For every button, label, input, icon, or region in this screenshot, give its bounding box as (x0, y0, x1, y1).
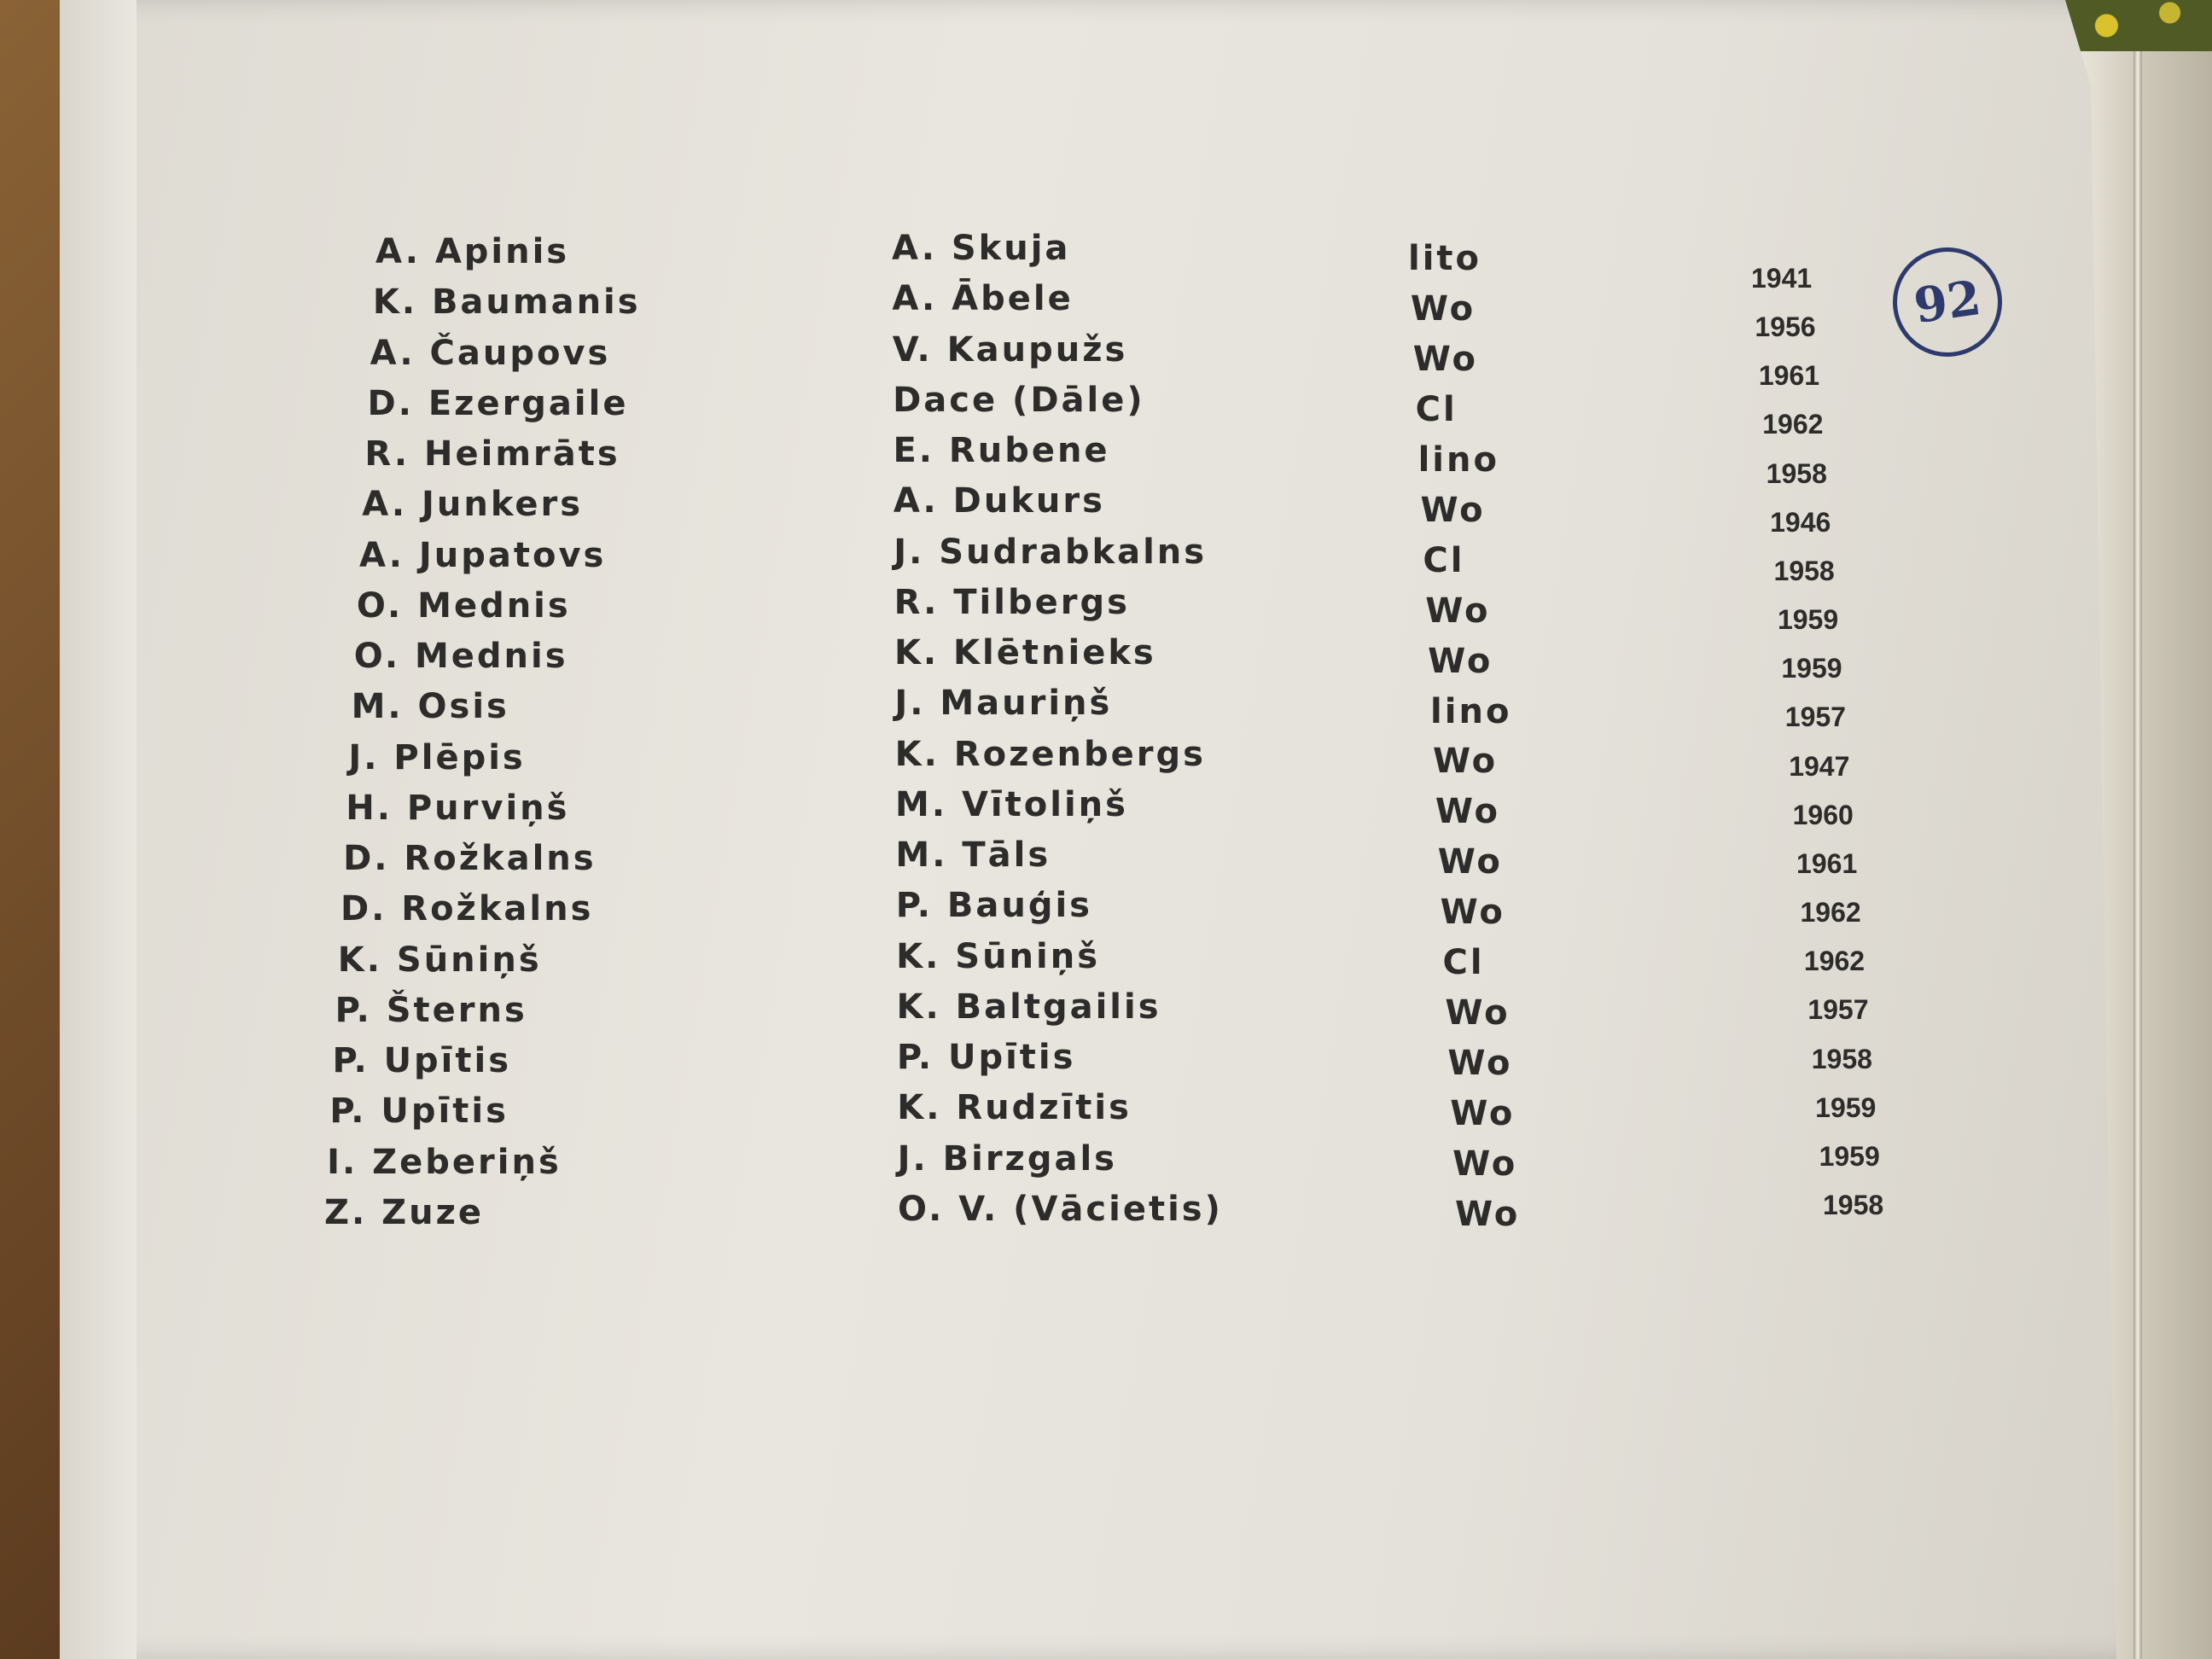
technique: Wo (1435, 792, 1501, 832)
year: 1960 (1792, 799, 1854, 830)
year: 1961 (1796, 847, 1858, 879)
year: 1958 (1823, 1190, 1884, 1220)
technique: lito (1408, 239, 1482, 278)
technique: Wo (1432, 742, 1499, 782)
technique: Wo (1440, 893, 1505, 933)
artist-name: A. Junkers (362, 485, 584, 525)
technique: Wo (1412, 339, 1478, 379)
portrait-title: J. Mauriņš (894, 684, 1113, 724)
technique: Wo (1455, 1195, 1521, 1234)
year: 1961 (1758, 360, 1820, 392)
technique: lino (1430, 691, 1512, 731)
year: 1959 (1781, 653, 1842, 684)
portrait-title: A. Ābele (892, 279, 1074, 319)
portrait-title: P. Upītis (896, 1038, 1076, 1078)
year: 1962 (1800, 897, 1861, 928)
cover-edge (2133, 0, 2142, 1659)
artist-name: O. Mednis (353, 637, 568, 677)
portrait-title: E. Rubene (893, 431, 1110, 471)
artist-name: R. Heimrāts (364, 434, 620, 474)
artist-name: A. Jupatovs (359, 535, 607, 575)
year: 1958 (1773, 555, 1835, 586)
artist-name: K. Sūniņš (337, 940, 542, 980)
artist-name: D. Rožkalns (340, 889, 594, 929)
artist-name: P. Upītis (332, 1041, 512, 1081)
portrait-title: K. Klētnieks (894, 633, 1156, 673)
portrait-title: J. Sudrabkalns (894, 532, 1208, 572)
year: 1958 (1766, 457, 1827, 489)
portrait-title: K. Baltgailis (896, 987, 1161, 1027)
technique: Wo (1450, 1094, 1516, 1134)
portrait-title: A. Dukurs (893, 481, 1105, 521)
technique: Wo (1420, 490, 1486, 530)
portrait-title: K. Sūniņš (896, 936, 1101, 976)
portrait-title: M. Vītoliņš (895, 784, 1128, 824)
year: 1959 (1777, 604, 1839, 636)
artist-name: Z. Zuze (324, 1193, 485, 1232)
technique: Cl (1415, 389, 1458, 429)
year: 1956 (1755, 311, 1816, 343)
year: 1958 (1811, 1043, 1872, 1074)
artist-name: D. Rožkalns (343, 839, 597, 879)
year: 1957 (1807, 994, 1869, 1026)
artist-name: I. Zeberiņš (327, 1142, 562, 1182)
technique: Wo (1445, 993, 1511, 1033)
artist-name: P. Šterns (335, 990, 527, 1030)
technique: Cl (1423, 540, 1465, 580)
technique: Wo (1447, 1044, 1513, 1084)
artist-name: O. Mednis (356, 585, 571, 626)
year: 1962 (1803, 946, 1866, 977)
artist-name: A. Čaupovs (370, 333, 611, 373)
technique: lino (1417, 439, 1499, 480)
year: 1962 (1762, 409, 1824, 440)
portrait-title: V. Kaupužs (892, 329, 1128, 370)
portrait-title: K. Rozenbergs (894, 734, 1206, 774)
technique: Wo (1428, 641, 1493, 681)
artist-name: H. Purviņš (346, 788, 570, 828)
page-edge (60, 0, 137, 1659)
technique: Wo (1410, 288, 1476, 329)
artist-name: A. Apinis (375, 232, 570, 271)
year: 1959 (1815, 1091, 1877, 1123)
year: 1941 (1751, 263, 1813, 294)
artist-name: M. Osis (351, 687, 509, 727)
portrait-title: J. Birzgals (897, 1138, 1117, 1179)
portrait-title: M. Tāls (895, 835, 1051, 876)
year: 1946 (1770, 506, 1831, 538)
stamp-number: 92 (1910, 269, 1985, 335)
portrait-title: Dace (Dāle) (893, 380, 1145, 420)
portrait-title: A. Skuja (892, 229, 1071, 268)
technique: Cl (1442, 943, 1485, 983)
technique: Wo (1425, 591, 1491, 631)
technique: Wo (1452, 1144, 1518, 1185)
artist-name: K. Baumanis (372, 282, 641, 323)
portrait-title: O. V. (Vācietis) (898, 1190, 1223, 1229)
technique: Wo (1437, 842, 1503, 882)
artist-name: D. Ezergaile (367, 383, 629, 423)
portrait-title: R. Tilbergs (894, 582, 1130, 622)
portrait-title: P. Bauģis (895, 886, 1092, 926)
year: 1947 (1789, 750, 1850, 782)
year: 1957 (1784, 701, 1846, 733)
portrait-title: K. Rudzītis (897, 1088, 1132, 1128)
artist-name: P. Upītis (329, 1091, 509, 1132)
artist-name: J. Plēpis (348, 737, 526, 777)
year: 1959 (1819, 1140, 1880, 1172)
